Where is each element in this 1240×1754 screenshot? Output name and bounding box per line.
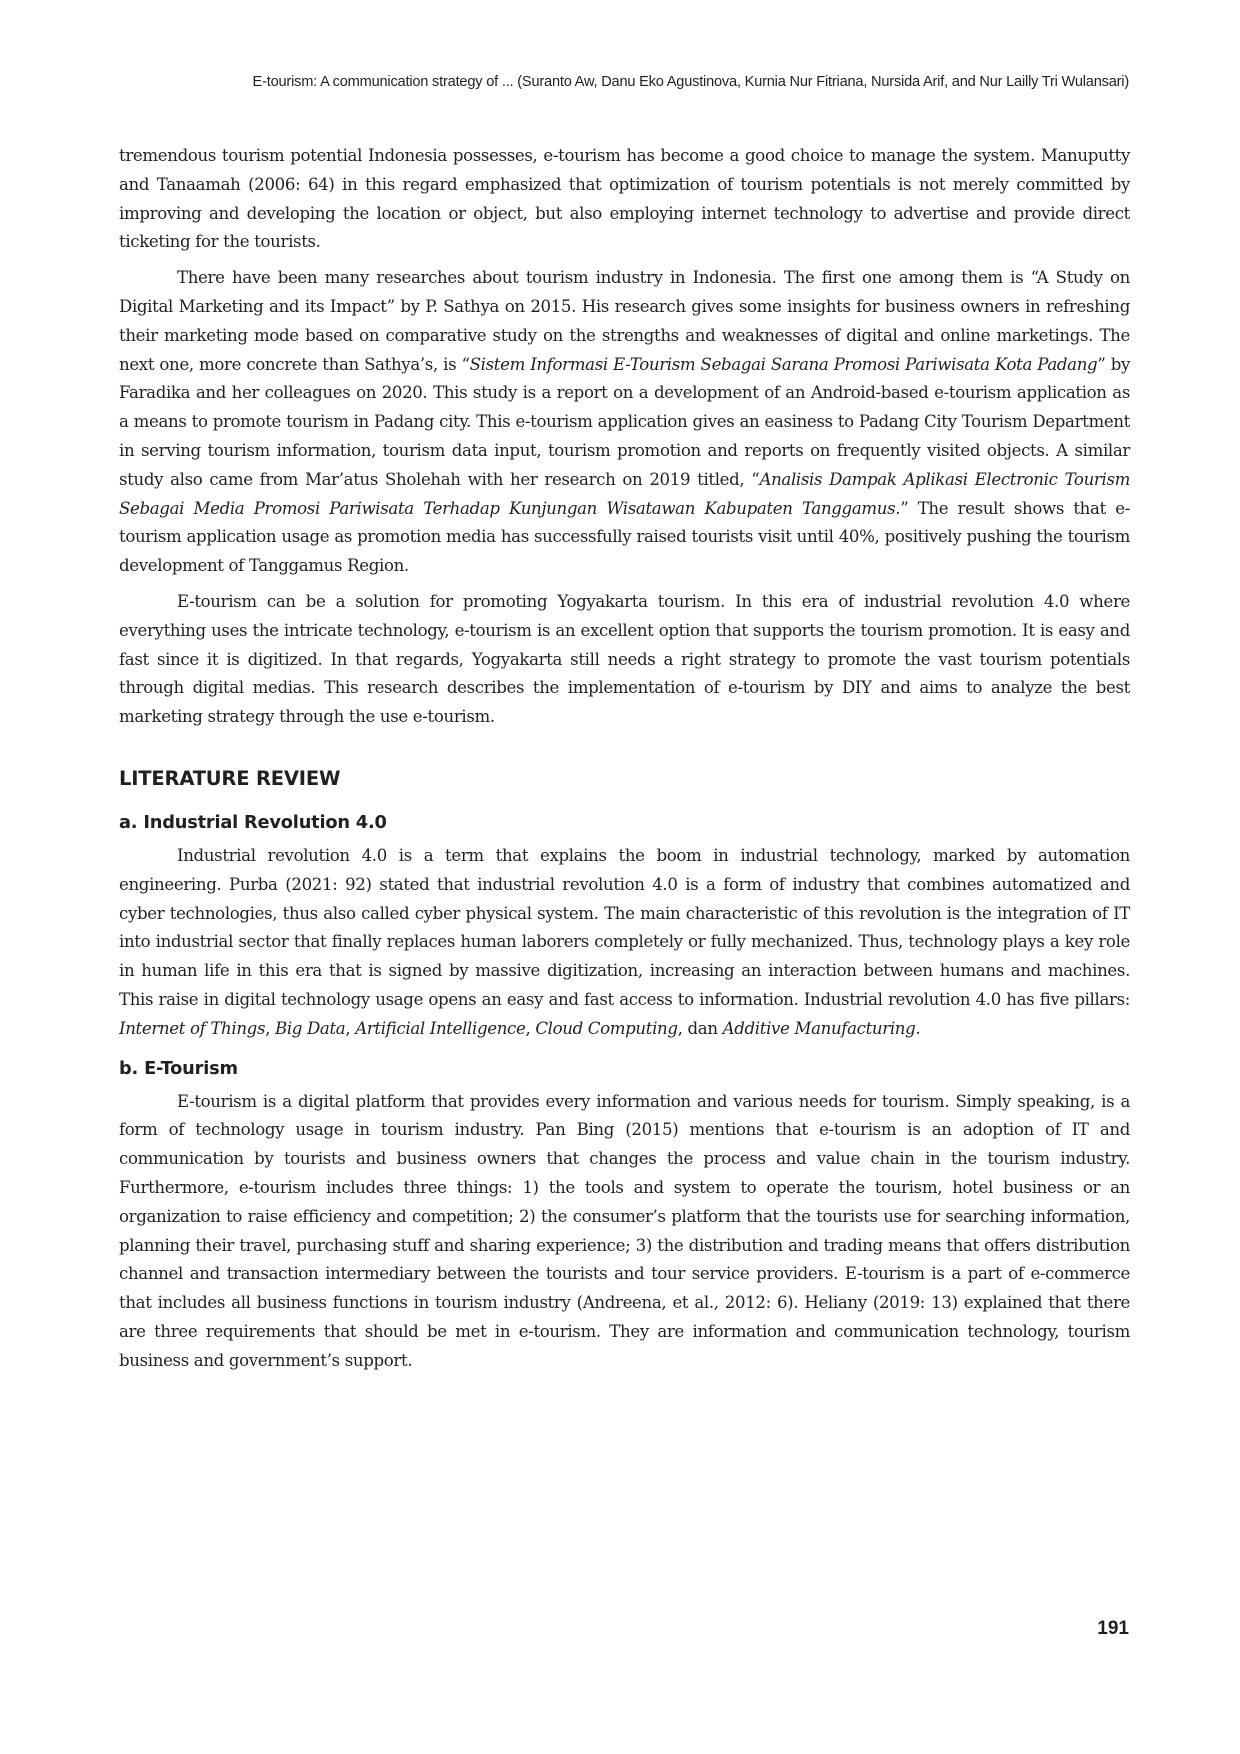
e-tourism-paragraph: E-tourism is a digital platform that provides every information and various needs for tourism. Simply speaking, is a form of technology usage in tourism industry. Pan Bing (2015) mentions that e-tourism is an adoption of IT and communication by tourists and business owners that changes the process and value chain in the tourism industry. Furthermore, e-tourism includes three things: 1) the tools and system to operate the tourism, hotel business or an organization to raise efficiency and competition; 2) the consumer’s platform that the tourists use for searching information, planning their travel, purchasing stuff and sharing experience; 3) the distribution and trading means that offers distribution channel and transaction intermediary between the tourists and tour service providers. E-tourism is a part of e-commerce that includes all business functions in tourism industry (Andreena, et al., 2012: 6). Heliany (2019: 13) explained that there are three requirements that should be met in e-tourism. They are information and communication technology, tourism business and government’s support. xyxy=(119,1091,1130,1370)
industrial-text: Industrial revolution 4.0 is a term that explains the boom in industrial technology, marked by automation engineering. Purba (2021: 92) stated that industrial revolution 4.0 is a form of industry that combines automatized and cyber technologies, thus also called cyber physical system. The main characteristic of this revolution is the integration of IT into industrial sector that finally replaces human laborers completely or fully mechanized. Thus, technology plays a key role in human life in this era that is signed by massive digitization, increasing an interaction between humans and machines. This raise in digital technology usage opens an easy and fast access to information. Industrial revolution 4.0 has five pillars: xyxy=(119,845,1130,1009)
intro-p2-text-a: There have been many researches about tourism industry in Indonesia. The first one among them is “A Study on Digital Marketing and its Impact” by P. Sathya on 2015. His research gives some insights for business owners in refreshing their marketing mode based on comparative study on the strengths and weaknesses of digital and online marketings. The next one, more concrete than Sathya’s, is “ xyxy=(119,268,1130,374)
article-body xyxy=(119,142,1130,1382)
section-heading-literature-review: LITERATURE REVIEW xyxy=(119,766,341,790)
pillar-iot: Internet of Things xyxy=(119,1018,266,1038)
pillar-additive-manufacturing: Additive Manufacturing xyxy=(722,1018,916,1038)
page-number: 191 xyxy=(1097,1618,1129,1639)
intro-p2-text-b: ” by Faradika and her colleagues on 2020. This study is a report on a development of an Android-based e-tourism application as a means to promote tourism in Padang city. This e-tourism application gives an easiness to Padang City Tourism Department in serving tourism information, tourism data input, tourism promotion and reports on frequently visited objects. A similar study also came from Mar’atus Sholehah with her research on 2019 titled, “ xyxy=(119,354,1130,489)
pillar-separator: , xyxy=(345,1018,356,1038)
pillar-separator: , dan xyxy=(677,1018,723,1038)
intro-p2-text-c: .” The result shows that e-tourism application usage as promotion media has successfully raised tourists visit until 40%, positively pushing the tourism development of Tanggamus Region. xyxy=(119,498,1130,576)
subheading-industrial-revolution: a. Industrial Revolution 4.0 xyxy=(119,811,387,833)
pillar-cloud-computing: Cloud Computing xyxy=(535,1018,678,1038)
industrial-revolution-paragraph xyxy=(119,842,1130,1044)
pillar-separator: , xyxy=(525,1018,536,1038)
intro-paragraph-1: tremendous tourism potential Indonesia possesses, e-tourism has become a good choice to manage the system. Manuputty and Tanaamah (2006: 64) in this regard emphasized that optimization of tourism potentials is not merely committed by improving and developing the location or object, but also employing internet technology to advertise and provide direct ticketing for the tourists. xyxy=(119,146,1130,252)
intro-paragraph-2 xyxy=(119,264,1130,581)
cited-title-padang: Sistem Informasi E-Tourism Sebagai Sarana Promosi Pariwisata Kota Padang xyxy=(469,354,1098,374)
pillar-big-data: Big Data xyxy=(274,1018,346,1038)
cited-title-tanggamus: Analisis Dampak Aplikasi Electronic Tourism Sebagai Media Promosi Pariwisata Terhadap Kunjungan Wisatawan Kabupaten Tanggamus xyxy=(119,469,1130,518)
running-header: E-tourism: A communication strategy of ... (Suranto Aw, Danu Eko Agustinova, Kurnia Nur Fitriana, Nursida Arif, and Nur Lailly Tri Wulansari) xyxy=(252,74,1129,90)
sentence-end: . xyxy=(915,1018,921,1038)
subheading-e-tourism: b. E-Tourism xyxy=(119,1057,238,1079)
pillar-ai: Artificial Intelligence xyxy=(355,1018,526,1038)
intro-paragraph-3: E-tourism can be a solution for promoting Yogyakarta tourism. In this era of industrial revolution 4.0 where everything uses the intricate technology, e-tourism is an excellent option that supports the tourism promotion. It is easy and fast since it is digitized. In that regards, Yogyakarta still needs a right strategy to promote the vast tourism potentials through digital medias. This research describes the implementation of e-tourism by DIY and aims to analyze the best marketing strategy through the use e-tourism. xyxy=(119,591,1130,727)
pillar-separator: , xyxy=(265,1018,275,1038)
